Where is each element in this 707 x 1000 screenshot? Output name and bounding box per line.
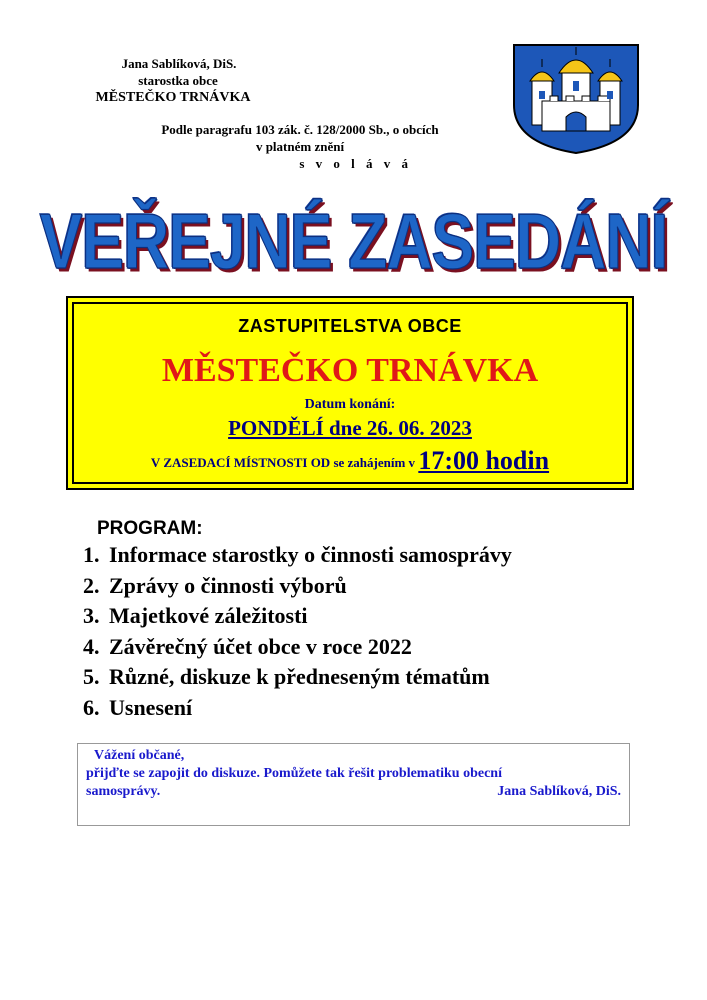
notice-body-end: samosprávy.	[86, 784, 161, 799]
place-text: V ZASEDACÍ MÍSTNOSTI OD se zahájením v	[150, 455, 416, 470]
item-text: Zprávy o činnosti výborů	[109, 572, 347, 598]
notice-signature: Jana Sablíková, DiS.	[497, 784, 621, 799]
legal-line-1: Podle paragrafu 103 zák. č. 128/2000 Sb., o obcích	[161, 122, 439, 137]
author-block	[74, 55, 294, 106]
council-label: ZASTUPITELSTVA OBCE	[238, 316, 462, 336]
list-item	[83, 632, 512, 663]
item-text: Různé, diskuze k předneseným tématům	[109, 664, 490, 689]
program-title: PROGRAM:	[97, 518, 203, 539]
list-item	[83, 540, 512, 571]
meeting-place	[74, 446, 626, 476]
list-item	[83, 571, 512, 602]
legal-line-2: v platném znění	[255, 139, 345, 154]
date-label: Datum konání:	[304, 397, 396, 412]
item-number: 3.	[83, 603, 100, 628]
main-heading: VEŘEJNÉ ZASEDÁNÍ	[39, 197, 668, 286]
item-text: Usnesení	[109, 694, 193, 720]
list-item	[83, 601, 512, 632]
notice-body: přijďte se zapojit do diskuze. Pomůžete tak řešit problematiku obecní	[86, 766, 502, 781]
program-list	[83, 540, 512, 723]
item-number: 6.	[83, 694, 100, 720]
item-number: 1.	[83, 542, 100, 567]
item-text: Závěrečný účet obce v roce 2022	[109, 633, 412, 659]
author-role: starostka obce	[138, 73, 218, 88]
item-number: 2.	[83, 572, 100, 598]
meeting-date: PONDĚLÍ dne 26. 06. 2023	[228, 416, 472, 440]
item-text: Informace starostky o činnosti samosprávy	[109, 542, 512, 567]
item-text: Majetkové záležitosti	[109, 603, 308, 628]
castle-coat-of-arms-icon	[512, 43, 640, 155]
item-number: 4.	[83, 633, 100, 659]
meeting-time: 17:00 hodin	[418, 446, 550, 475]
meeting-info-box	[72, 302, 628, 484]
notice-footer	[86, 783, 621, 801]
item-number: 5.	[83, 664, 100, 689]
author-town: MĚSTEČKO TRNÁVKA	[95, 90, 251, 105]
list-item	[83, 662, 512, 693]
notice-greeting: Vážení občané,	[94, 748, 185, 763]
notice-box	[77, 743, 630, 826]
legal-basis	[100, 121, 500, 172]
convenes-text: s v o l á v á	[299, 156, 412, 171]
town-name: MĚSTEČKO TRNÁVKA	[161, 352, 539, 389]
list-item	[83, 693, 512, 724]
author-name: Jana Sablíková, DiS.	[121, 56, 237, 71]
